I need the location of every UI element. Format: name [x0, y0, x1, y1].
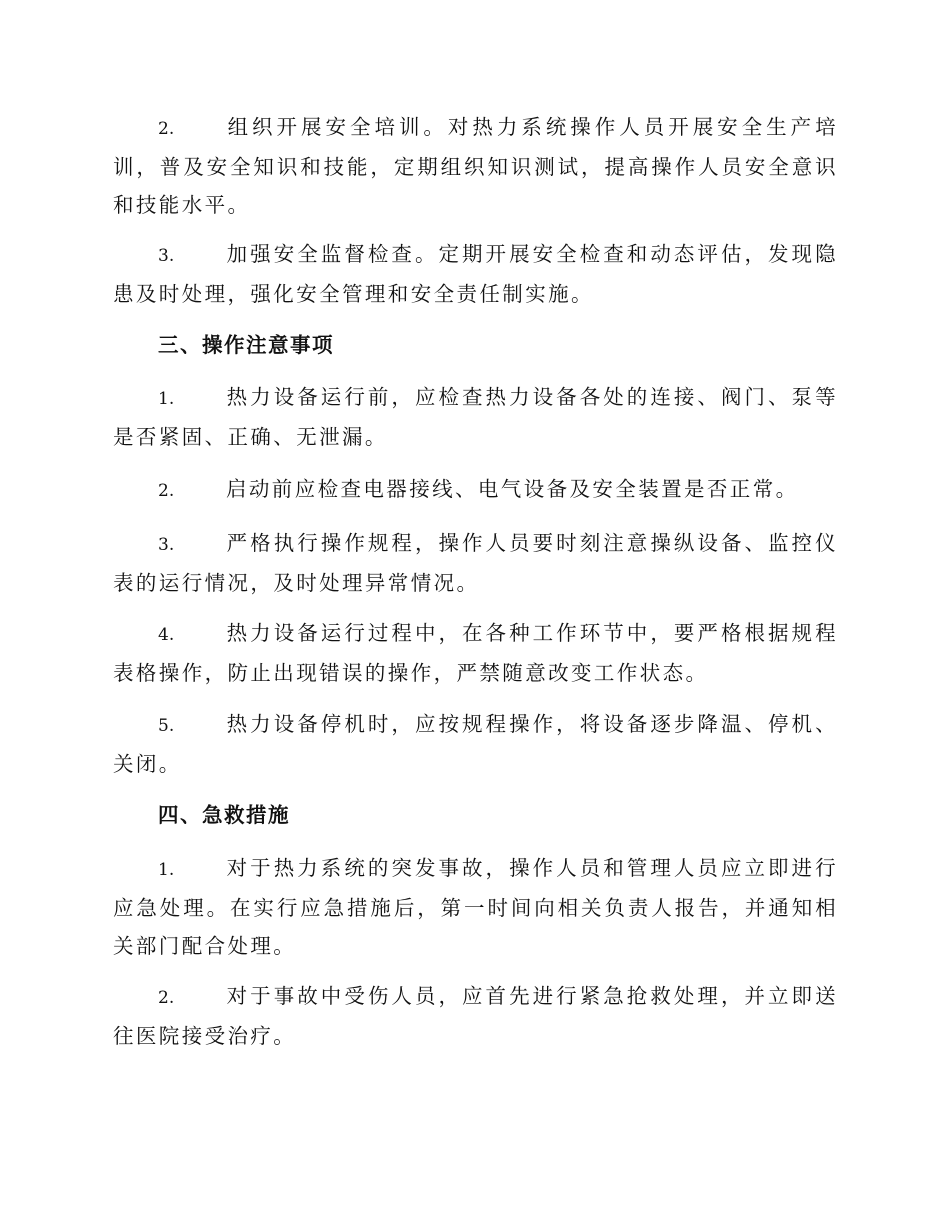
item-number: 5. [158, 716, 175, 736]
section-heading-operation-notes: 三、操作注意事项 [158, 333, 334, 357]
list-item [113, 614, 838, 692]
list-item [113, 108, 838, 224]
item-number: 2. [158, 988, 175, 1008]
item-text: 热力设备停机时，应按规程操作，将设备逐步降温、停机、关闭。 [113, 712, 838, 776]
item-text: 启动前应检查电器接线、电气设备及安全装置是否正常。 [226, 477, 799, 501]
item-number: 2. [158, 119, 175, 139]
item-text: 组织开展安全培训。对热力系统操作人员开展安全生产培训，普及安全知识和技能，定期组织知识测试，提高操作人员安全意识和技能水平。 [113, 115, 838, 217]
item-text: 热力设备运行过程中，在各种工作环节中，要严格根据规程表格操作，防止出现错误的操作，严禁随意改变工作状态。 [113, 621, 838, 685]
list-item [113, 849, 838, 965]
list-item [113, 470, 838, 510]
item-text: 对于热力系统的突发事故，操作人员和管理人员应立即进行应急处理。在实行应急措施后，第一时间向相关负责人报告，并通知相关部门配合处理。 [113, 856, 838, 958]
item-number: 1. [158, 860, 175, 880]
item-number: 1. [158, 389, 175, 409]
list-item [113, 977, 838, 1055]
item-number: 4. [158, 625, 175, 645]
section-heading-first-aid: 四、急救措施 [158, 803, 290, 827]
item-number: 3. [158, 535, 175, 555]
list-item [113, 705, 838, 783]
item-text: 对于事故中受伤人员，应首先进行紧急抢救处理，并立即送往医院接受治疗。 [113, 984, 838, 1048]
list-item [113, 378, 838, 456]
item-number: 3. [158, 246, 175, 266]
list-item [113, 524, 838, 602]
list-item [113, 235, 838, 313]
item-text: 加强安全监督检查。定期开展安全检查和动态评估，发现隐患及时处理，强化安全管理和安全责任制实施。 [113, 242, 838, 306]
item-number: 2. [158, 481, 175, 501]
item-text: 热力设备运行前，应检查热力设备各处的连接、阀门、泵等是否紧固、正确、无泄漏。 [113, 385, 838, 449]
item-text: 严格执行操作规程，操作人员要时刻注意操纵设备、监控仪表的运行情况，及时处理异常情况。 [113, 531, 838, 595]
